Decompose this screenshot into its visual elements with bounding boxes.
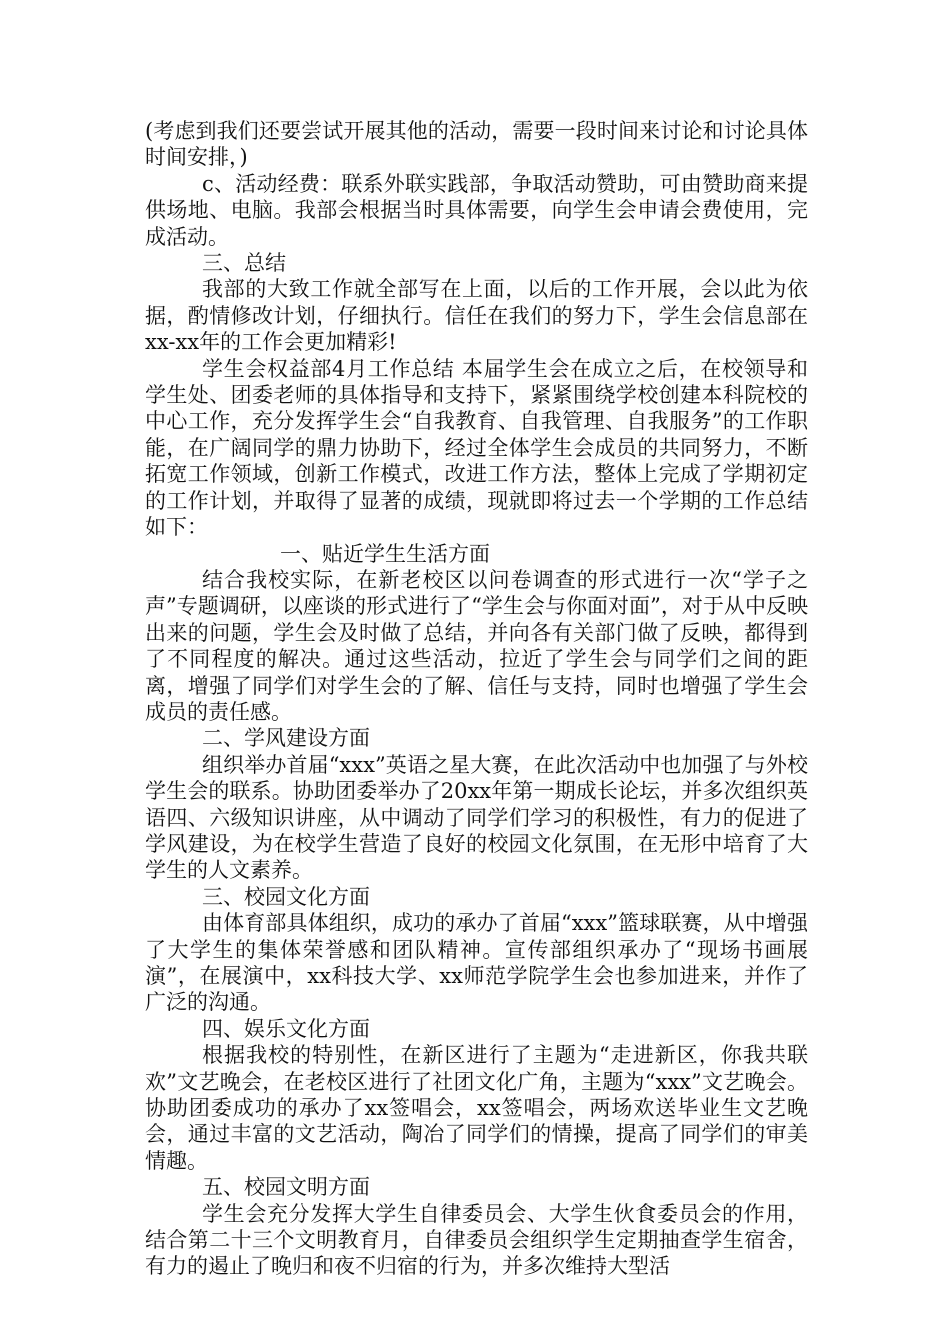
paragraph-summary: 我部的大致工作就全部写在上面，以后的工作开展，会以此为依据，酌情修改计划，仔细执行。信任在我们的努力下，学生会信息部在xx-xx年的工作会更加精彩! [145, 277, 808, 355]
paragraph-campus-culture: 由体育部具体组织，成功的承办了首届“xxx”篮球联赛，从中增强了大学生的集体荣誉感和团队精神。宣传部组织承办了“现场书画展演”，在展演中，xx科技大学、xx师范学院学生会也参加进来，并作了广泛的沟通。 [145, 911, 808, 1015]
paragraph-study-style: 组织举办首届“xxx”英语之星大赛，在此次活动中也加强了与外校学生会的联系。协助团委举办了20xx年第一期成长论坛，并多次组织英语四、六级知识讲座，从中调动了同学们学习的积极性，有力的促进了学风建设，为在校学生营造了良好的校园文化氛围，在无形中培育了大学生的人文素养。 [145, 752, 808, 883]
paragraph-entertainment: 根据我校的特别性，在新区进行了主题为“走进新区，你我共联欢”文艺晚会，在老校区进行了社团文化广角，主题为“xxx”文艺晚会。协助团委成功的承办了xx签唱会，xx签唱会，两场欢送毕业生文艺晚会，通过丰富的文艺活动，陶冶了同学们的情操，提高了同学们的审美情趣。 [145, 1043, 808, 1173]
paragraph-student-life: 结合我校实际，在新老校区以问卷调查的形式进行一次“学子之声”专题调研，以座谈的形式进行了“学生会与你面对面”，对于从中反映出来的问题，学生会及时做了总结，并向各有关部门做了反映，都得到了不同程度的解决。通过这些活动，拉近了学生会与同学们之间的距离，增强了同学们对学生会的了解、信任与支持，同时也增强了学生会成员的责任感。 [145, 567, 808, 724]
paragraph-activity-funding: c、活动经费：联系外联实践部，争取活动赞助，可由赞助商来提供场地、电脑。我部会根据当时具体需要，向学生会申请会费使用，完成活动。 [145, 171, 808, 249]
paragraph-rights-dept-intro: 学生会权益部4月工作总结 本届学生会在成立之后，在校领导和学生处、团委老师的具体指导和支持下，紧紧围绕学校创建本科院校的中心工作，充分发挥学生会“自我教育、自我管理、自我服务”的工作职能，在广阔同学的鼎力协助下，经过全体学生会成员的共同努力，不断拓宽工作领域，创新工作模式，改进工作方法，整体上完成了学期初定的工作计划，并取得了显著的成绩，现就即将过去一个学期的工作总结如下： [145, 356, 808, 540]
heading-campus-culture: 三、校园文化方面 [202, 884, 370, 909]
heading-campus-civility: 五、校园文明方面 [202, 1175, 370, 1200]
heading-entertainment: 四、娱乐文化方面 [202, 1016, 370, 1041]
heading-student-life: 一、贴近学生生活方面 [280, 541, 490, 566]
paragraph-schedule-note: (考虑到我们还要尝试开展其他的活动，需要一段时间来讨论和讨论具体时间安排，) [145, 119, 808, 170]
heading-summary: 三、总结 [202, 251, 286, 276]
document-body [145, 118, 808, 1280]
paragraph-campus-civility: 学生会充分发挥大学生自律委员会、大学生伙食委员会的作用，结合第二十三个文明教育月，自律委员会组织学生定期抽查学生宿舍，有力的遏止了晚归和夜不归宿的行为，并多次维持大型活 [145, 1201, 808, 1279]
heading-study-style: 二、学风建设方面 [202, 726, 370, 751]
